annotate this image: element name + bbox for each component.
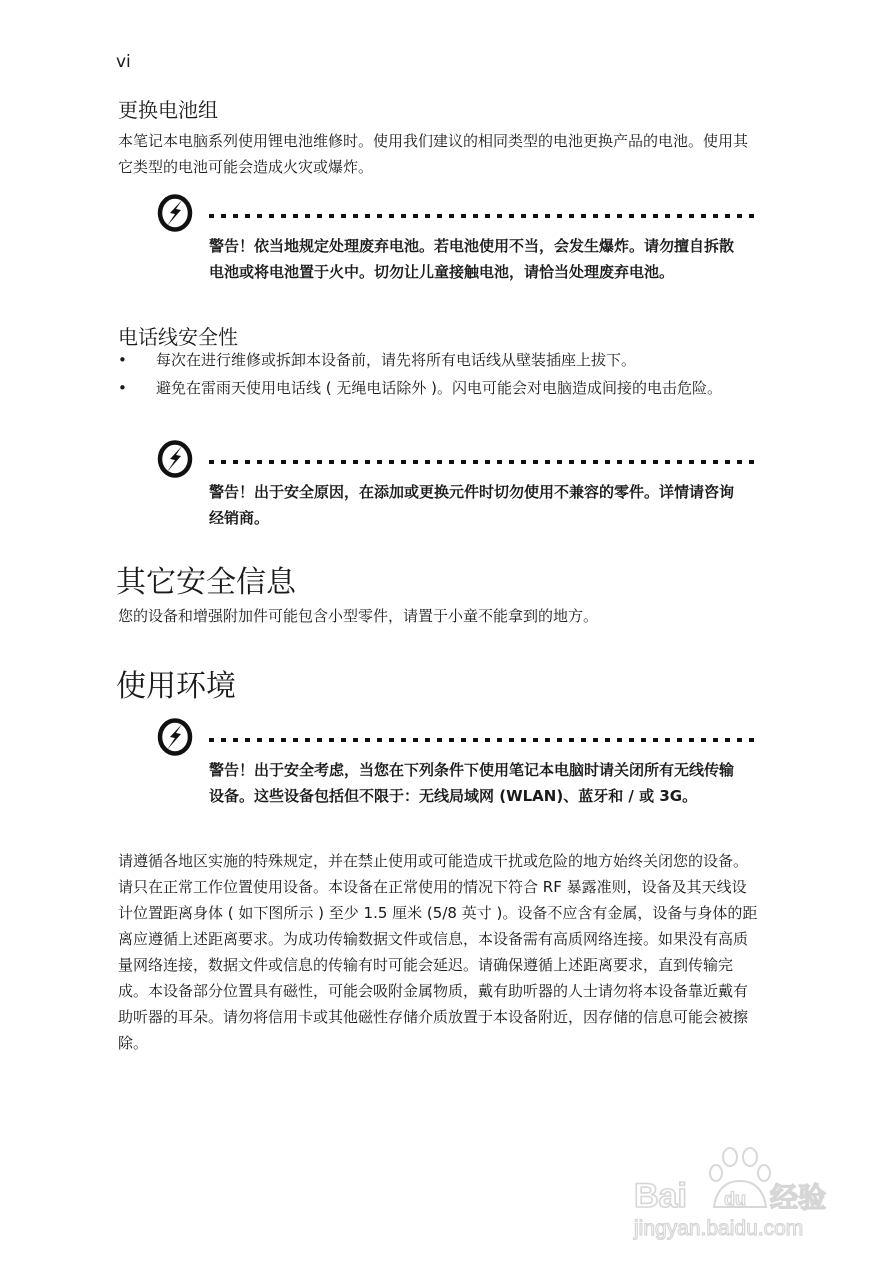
svg-text:Bai: Bai bbox=[634, 1177, 687, 1215]
dashed-divider bbox=[209, 738, 759, 742]
warning-lightning-icon bbox=[157, 439, 193, 479]
warning-text: 警告！依当地规定处理废弃电池。若电池使用不当，会发生爆炸。请勿擅自拆散电池或将电池置于火中。切勿让儿童接触电池，请恰当处理废弃电池。 bbox=[209, 237, 735, 281]
baidu-watermark bbox=[632, 1145, 842, 1245]
environment-body: 请遵循各地区实施的特殊规定，并在禁止使用或可能造成干扰或危险的地方始终关闭您的设备。请只在正常工作位置使用设备。本设备在正常使用的情况下符合 RF 暴露准则，设备及其天线设计位置距离身体 ( 如下图所示 ) 至少 1.5 厘米 (5/8 英寸 )。设备不应含有金属，设备与身体的距离应遵循上述距离要求。为成功传输数据文件或信息，本设备需有高质网络连接。如果没有高质量网络连接，数据文件或信息的传输有时可能会延迟。请确保遵循上述距离要求，直到传输完成。本设备部分位置具有磁性，可能会吸附金属物质，戴有助听器的人士请勿将本设备靠近戴有助听器的耳朵。请勿将信用卡或其他磁性存储介质放置于本设备附近，因存储的信息可能会被擦除。 bbox=[118, 852, 758, 1052]
dashed-divider bbox=[209, 460, 759, 464]
svg-text:du: du bbox=[724, 1189, 746, 1209]
page-number: vi bbox=[116, 52, 131, 72]
bullet-icon: • bbox=[118, 351, 127, 369]
section-title-environment: 使用环境 bbox=[116, 669, 236, 704]
dashed-divider bbox=[209, 214, 759, 218]
section-title-other-safety: 其它安全信息 bbox=[116, 565, 296, 600]
section-title-phone-line: 电话线安全性 bbox=[118, 325, 238, 349]
warning-text: 警告！出于安全考虑，当您在下列条件下使用笔记本电脑时请关闭所有无线传输设备。这些设备包括但不限于：无线局域网 (WLAN)、蓝牙和 / 或 3G。 bbox=[209, 761, 735, 805]
svg-text:经验: 经验 bbox=[770, 1181, 827, 1214]
warning-lightning-icon bbox=[157, 193, 193, 233]
list-item: • 每次在进行维修或拆卸本设备前，请先将所有电话线从壁装插座上拔下。 bbox=[118, 347, 758, 373]
section-title-battery: 更换电池组 bbox=[118, 98, 218, 122]
warning-text: 警告！出于安全原因，在添加或更换元件时切勿使用不兼容的零件。详情请咨询经销商。 bbox=[209, 483, 735, 527]
other-safety-body: 您的设备和增强附加件可能包含小型零件，请置于小童不能拿到的地方。 bbox=[118, 607, 599, 625]
baidu-paw-icon bbox=[632, 1145, 842, 1245]
warning-lightning-icon bbox=[157, 717, 193, 757]
bullet-icon: • bbox=[118, 379, 127, 397]
list-item: • 避免在雷雨天使用电话线 ( 无绳电话除外 )。闪电可能会对电脑造成间接的电击危险。 bbox=[118, 375, 758, 401]
battery-body: 本笔记本电脑系列使用锂电池维修时。使用我们建议的相同类型的电池更换产品的电池。使用其它类型的电池可能会造成火灾或爆炸。 bbox=[118, 132, 749, 176]
phone-line-bullets bbox=[118, 347, 758, 403]
svg-text:jingyan.baidu.com: jingyan.baidu.com bbox=[634, 1217, 804, 1240]
